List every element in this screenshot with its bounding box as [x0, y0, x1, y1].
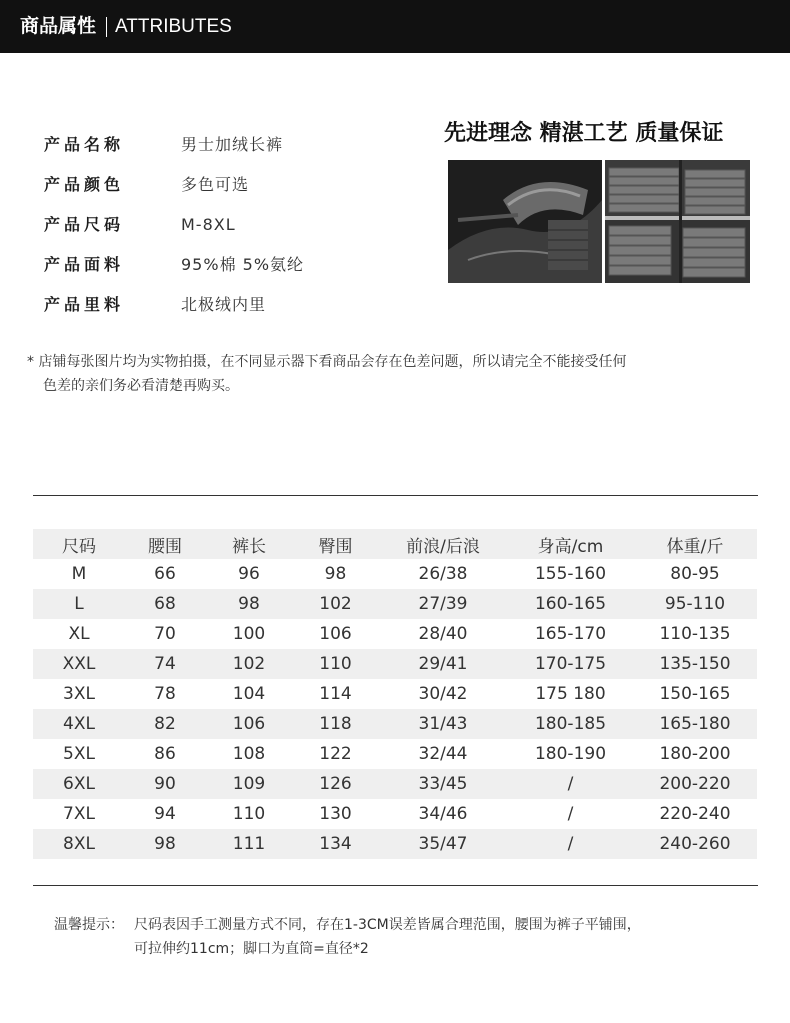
table-cell: L	[33, 589, 125, 619]
header-title: 商品属性	[20, 15, 97, 37]
notice-line: * 店铺每张图片均为实物拍摄，在不同显示器下看商品会存在色差问题，所以请完全不能接受任何	[27, 354, 627, 370]
table-cell: 180-185	[508, 709, 633, 739]
table-cell: 96	[238, 564, 260, 584]
tip-text: 可拉伸约11cm；脚口为直筒=直径*2	[134, 941, 369, 957]
attribute-row-color	[44, 165, 424, 205]
table-cell: 150-165	[659, 684, 731, 704]
fabric-detail-image	[448, 160, 602, 283]
table-cell: 7XL	[63, 804, 95, 824]
attribute-label: 产品面料	[44, 255, 125, 274]
column-header: 裤长	[205, 529, 293, 559]
table-cell: 98	[205, 589, 293, 619]
table-row	[33, 649, 757, 679]
table-cell: XXL	[33, 649, 125, 679]
table-cell: 78	[154, 684, 176, 704]
column-header: 体重/斤	[633, 529, 757, 559]
table-cell: 111	[205, 829, 293, 859]
attribute-label: 产品尺码	[44, 215, 125, 234]
attribute-value: 95%棉 5%氨纶	[181, 255, 305, 274]
tip-label: 温馨提示：	[54, 917, 124, 933]
table-cell: 110	[232, 804, 266, 824]
table-cell: 114	[319, 684, 352, 704]
table-row	[33, 679, 757, 709]
table-cell: 6XL	[33, 769, 125, 799]
table-cell: 165-170	[534, 624, 607, 644]
table-cell: 175 180	[535, 684, 606, 704]
attribute-value: 男士加绒长裤	[181, 135, 284, 154]
tip-text: 尺码表因手工测量方式不同，存在1-3CM误差皆属合理范围，腰围为裤子平铺围，	[134, 917, 641, 933]
table-cell: 94	[154, 804, 176, 824]
table-cell: 3XL	[63, 684, 95, 704]
table-cell: /	[508, 769, 633, 799]
color-difference-notice	[27, 350, 757, 398]
table-row	[33, 739, 757, 769]
table-cell: M	[71, 564, 87, 584]
table-cell: 35/47	[378, 829, 508, 859]
table-row	[33, 799, 757, 829]
table-cell: 160-165	[508, 589, 633, 619]
table-cell: 165-180	[633, 709, 757, 739]
table-cell: 95-110	[633, 589, 757, 619]
table-cell: 155-160	[534, 564, 607, 584]
table-cell: 106	[205, 709, 293, 739]
table-cell: XL	[68, 624, 90, 644]
table-cell: 200-220	[633, 769, 757, 799]
table-cell: 29/41	[378, 649, 508, 679]
table-cell: 220-240	[659, 804, 731, 824]
attribute-label: 产品颜色	[44, 175, 125, 194]
table-cell: 170-175	[508, 649, 633, 679]
table-cell: 106	[319, 624, 352, 644]
table-cell: 80-95	[670, 564, 720, 584]
promo-title: 先进理念 精湛工艺 质量保证	[444, 121, 724, 146]
attribute-value: 北极绒内里	[181, 295, 267, 314]
table-cell: 68	[125, 589, 205, 619]
header-subtitle: ATTRIBUTES	[115, 16, 232, 37]
table-row	[33, 829, 757, 859]
table-cell: 66	[154, 564, 176, 584]
table-cell: 74	[125, 649, 205, 679]
table-cell: 26/38	[418, 564, 468, 584]
table-cell: 130	[319, 804, 352, 824]
table-cell: 135-150	[633, 649, 757, 679]
attribute-row-size	[44, 205, 424, 245]
table-cell: 180-200	[659, 744, 731, 764]
divider-top	[33, 495, 758, 496]
table-cell: 82	[125, 709, 205, 739]
table-cell: 108	[232, 744, 266, 764]
table-cell: 30/42	[418, 684, 468, 704]
size-chart-table	[33, 529, 757, 859]
table-row	[33, 589, 757, 619]
folded-pants-photo	[605, 160, 750, 283]
column-header: 臀围	[293, 529, 378, 559]
table-cell: 180-190	[534, 744, 607, 764]
table-cell: 32/44	[418, 744, 468, 764]
table-cell: 70	[154, 624, 176, 644]
table-cell: 4XL	[33, 709, 125, 739]
folded-pants-image	[605, 160, 750, 283]
table-cell: 100	[232, 624, 266, 644]
column-header: 身高/cm	[508, 529, 633, 559]
fabric-detail-photo	[448, 160, 602, 283]
table-cell: 86	[154, 744, 176, 764]
header-divider	[106, 17, 107, 37]
attribute-label: 产品里料	[44, 295, 125, 314]
column-header: 腰围	[125, 529, 205, 559]
table-cell: 109	[205, 769, 293, 799]
table-cell: 110	[293, 649, 378, 679]
table-cell: 134	[293, 829, 378, 859]
table-cell: 122	[319, 744, 352, 764]
header-bar	[0, 0, 790, 53]
table-row	[33, 559, 757, 589]
table-cell: 27/39	[378, 589, 508, 619]
table-cell: 104	[232, 684, 266, 704]
attribute-row-lining	[44, 285, 424, 325]
table-cell: 8XL	[33, 829, 125, 859]
column-header: 尺码	[33, 529, 125, 559]
table-cell: 31/43	[378, 709, 508, 739]
table-cell: 240-260	[633, 829, 757, 859]
attribute-row-fabric	[44, 245, 424, 285]
table-cell: 34/46	[418, 804, 468, 824]
table-cell: 118	[293, 709, 378, 739]
table-cell: 102	[293, 589, 378, 619]
table-cell: 90	[125, 769, 205, 799]
table-cell: 33/45	[378, 769, 508, 799]
measurement-tip	[54, 913, 764, 961]
table-cell: 110-135	[659, 624, 731, 644]
table-cell: 126	[293, 769, 378, 799]
attribute-label: 产品名称	[44, 135, 125, 154]
table-body	[33, 559, 757, 859]
table-row	[33, 619, 757, 649]
divider-bottom	[33, 885, 758, 886]
table-cell: 5XL	[63, 744, 95, 764]
attribute-value: 多色可选	[181, 175, 250, 194]
column-header: 前浪/后浪	[378, 529, 508, 559]
attribute-value: M-8XL	[181, 215, 236, 234]
table-header-row	[33, 529, 757, 559]
table-cell: 98	[324, 564, 347, 584]
notice-line: 色差的亲们务必看清楚再购买。	[43, 378, 239, 394]
table-row	[33, 769, 757, 799]
table-cell: 98	[125, 829, 205, 859]
table-cell: 102	[205, 649, 293, 679]
table-cell: 28/40	[418, 624, 468, 644]
table-row	[33, 709, 757, 739]
table-cell: /	[508, 829, 633, 859]
attribute-row-name	[44, 125, 424, 165]
table-cell: /	[567, 804, 574, 824]
